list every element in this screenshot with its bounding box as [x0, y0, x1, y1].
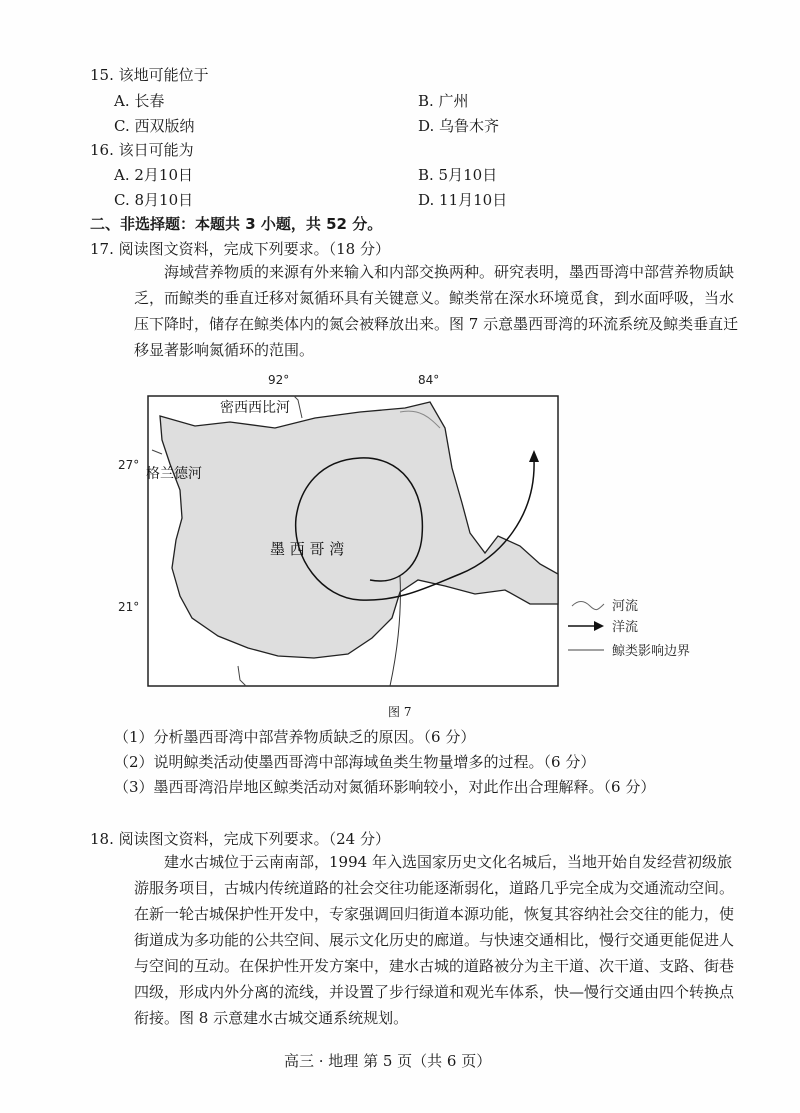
- legend-boundary-label: 鲸类影响边界: [612, 644, 691, 659]
- legend-river-symbol: [572, 602, 604, 610]
- q16-stem: 16. 该日可能为: [90, 141, 194, 159]
- legend-current-label: 洋流: [612, 620, 639, 635]
- legend-river-label: 河流: [612, 599, 639, 614]
- q16-option-d: D. 11月10日: [418, 191, 508, 209]
- q15-option-c: C. 西双版纳: [114, 117, 195, 135]
- q15-option-a: A. 长春: [114, 92, 165, 110]
- lat-label-27: 27°: [118, 458, 140, 472]
- section-heading: 二、非选择题：本题共 3 小题，共 52 分。: [90, 215, 383, 233]
- label-mississippi-river: 密西西比河: [220, 400, 290, 416]
- q16-option-b: B. 5月10日: [418, 166, 498, 184]
- q17-stem: 17. 阅读图文资料，完成下列要求。（18 分）: [90, 240, 390, 258]
- figure7-caption: 图 7: [388, 705, 412, 719]
- q15-stem: 15. 该地可能位于: [90, 66, 209, 84]
- legend-current-arrowhead: [594, 621, 604, 631]
- lat-label-21: 21°: [118, 600, 140, 614]
- q15-option-b: B. 广州: [418, 92, 469, 110]
- q17-question-2: （2）说明鲸类活动使墨西哥湾中部海域鱼类生物量增多的过程。（6 分）: [114, 753, 596, 771]
- lon-label-84: 84°: [418, 373, 440, 387]
- q16-option-a: A. 2月10日: [114, 166, 193, 184]
- q17-question-1: （1）分析墨西哥湾中部营养物质缺乏的原因。（6 分）: [114, 728, 476, 746]
- lon-label-92: 92°: [268, 373, 290, 387]
- page-footer: 高三 · 地理 第 5 页（共 6 页）: [284, 1052, 492, 1070]
- q16-option-c: C. 8月10日: [114, 191, 194, 209]
- q17-paragraph: 海域营养物质的来源有外来输入和内部交换两种。研究表明，墨西哥湾中部营养物质缺乏，而鲸类的垂直迁移对氮循环具有关键意义。鲸类常在深水环境觅食，到水面呼吸，当水压下降时，储存在鲸类体内的氮会被释放出来。图 7 示意墨西哥湾的环流系统及鲸类垂直迁移显著影响氮循环的范围。: [134, 263, 739, 359]
- label-grande-river: 格兰德河: [146, 466, 202, 482]
- q17-question-3: （3）墨西哥湾沿岸地区鲸类活动对氮循环影响较小，对此作出合理解释。（6 分）: [114, 778, 656, 796]
- q18-stem: 18. 阅读图文资料，完成下列要求。（24 分）: [90, 830, 390, 848]
- figure7-map: [100, 368, 720, 708]
- q18-paragraph: 建水古城位于云南南部，1994 年入选国家历史文化名城后，当地开始自发经营初级旅游服务项目，古城内传统道路的社会交往功能逐渐弱化，道路几乎完全成为交通流动空间。在新一轮古城保护性开发中，专家强调回归街道本源功能，恢复其容纳社会交往的能力，使街道成为多功能的公共空间、展示文化历史的廊道。与快速交通相比，慢行交通更能促进人与空间的互动。在保护性开发方案中，建水古城的道路被分为主干道、次干道、支路、街巷四级，形成内外分离的流线，并设置了步行绿道和观光车体系，快—慢行交通由四个转换点衔接。图 8 示意建水古城交通系统规划。: [134, 853, 735, 1027]
- q15-option-d: D. 乌鲁木齐: [418, 117, 500, 135]
- label-gulf-of-mexico: 墨 西 哥 湾: [270, 540, 345, 558]
